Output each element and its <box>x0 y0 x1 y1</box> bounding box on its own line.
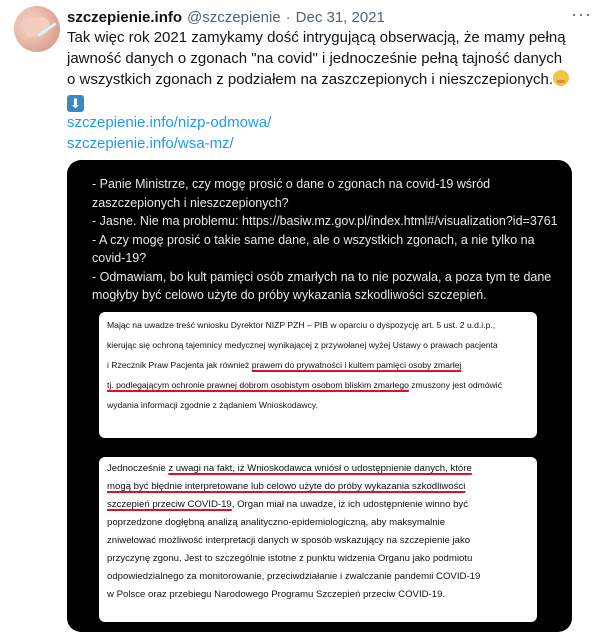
tweet-text-line <box>67 69 599 90</box>
document-excerpt-1 <box>99 312 537 438</box>
excerpt-line: Mając na uwadze treść wniosku Dyrektor NIZP PZH – PIB w oparciu o dyspozycję art. 5 ust. 2 u.d.i.p., <box>107 320 496 330</box>
dialog-line: - Jasne. Nie ma problemu: https://basiw.mz.gov.pl/index.html#/visualization?id=3761 <box>92 214 558 228</box>
more-icon[interactable]: ··· <box>571 4 592 24</box>
dialog-line: - Odmawiam, bo kult pamięci osób zmarłych na to nie pozwala, a poza tym te dane <box>92 269 552 284</box>
underlined-text: szczepień przeciw COVID-19 <box>107 499 232 510</box>
excerpt-text: i Rzecznik Praw Pacjenta jak również <box>107 360 252 370</box>
tweet-text-line <box>67 90 599 112</box>
document-excerpt-2 <box>99 457 537 622</box>
underlined-text: z uwagi na fakt, iż Wnioskodawca wniósł o udostępnienie danych, które <box>168 463 472 474</box>
link-wsa-mz[interactable]: szczepienie.info/wsa-mz/ <box>67 135 234 152</box>
link-nizp-odmowa[interactable]: szczepienie.info/nizp-odmowa/ <box>67 114 272 131</box>
excerpt-line: odpowiedzialnego za monitorowanie, przeciwdziałanie i zwalczanie pandemii COVID-19 <box>107 571 481 582</box>
tweet-date[interactable]: Dec 31, 2021 <box>295 8 385 26</box>
underlined-text: tj. podlegającym ochronie prawnej dobrom osobistym osobom bliskim zmarłego <box>107 380 409 390</box>
excerpt-text: , Organ miał na uwadze, iż ich udostępnienie winno być <box>231 499 469 510</box>
excerpt-line: poprzedzone dogłębną analizą analityczno-epidemiologiczną, aby maksymalnie <box>107 517 446 528</box>
excerpt-line: wydania informacji zgodnie z żądaniem Wnioskodawcy. <box>107 400 318 410</box>
dialog-line: covid-19? <box>92 251 147 265</box>
down-arrow-icon: ⬇ <box>67 95 84 112</box>
author-name[interactable]: szczepienie.info <box>67 8 183 26</box>
excerpt-text: zmuszony jest odmówić <box>408 380 503 390</box>
excerpt-line: przyczynę zgonu. Jest to szczególnie istotne z punktu widzenia Organu jako podmiotu <box>107 553 473 564</box>
dialog-line: - A czy mogę prosić o takie same dane, ale o wszystkich zgonach, a nie tylko na <box>92 232 535 247</box>
tweet-text-line: Tak więc rok 2021 zamykamy dość intrygującą obserwacją, że mamy pełną <box>67 29 566 46</box>
thinking-face-icon <box>553 70 569 86</box>
excerpt-line <box>107 496 529 514</box>
excerpt-line <box>107 460 529 478</box>
excerpt-text: Jednocześnie <box>107 463 169 474</box>
dialog-line: zaszczepionych i nieszczepionych? <box>92 195 289 210</box>
author-handle[interactable]: @szczepienie <box>187 8 281 26</box>
dialog-line: - Panie Ministrze, czy mogę prosić o dane o zgonach na covid-19 wśród <box>92 177 491 191</box>
dialog-text <box>92 175 562 305</box>
dot-separator: · <box>285 8 291 26</box>
tweet-media-image[interactable] <box>67 160 572 632</box>
excerpt-line: kierując się ochroną tajemnicy medycznej wynikającej z przywołanej wyżej Ustawy o prawach pacjenta <box>107 340 498 350</box>
excerpt-line: zniwelować możliwość interpretacji danych w sposób wskazujący na szczepienie jako <box>107 535 471 546</box>
tweet-text-line: jawność danych o zgonach "na covid" i jednocześnie pełną tajność danych <box>67 50 563 67</box>
dialog-line: mogłyby być celowo użyte do próby wykazania szkodliwości szczepień. <box>92 288 487 302</box>
avatar[interactable] <box>14 6 60 52</box>
excerpt-line: w Polsce oraz przebiegu Narodowego Programu Szczepień przeciw COVID-19. <box>107 589 446 600</box>
tweet-header <box>67 6 385 28</box>
excerpt-line <box>107 375 529 395</box>
tweet-text <box>67 27 599 154</box>
underlined-text: mogą być błędnie interpretowane lub celowo użyte do próby wykazania szkodliwości <box>107 481 466 492</box>
tweet-text-line-content: o wszystkich zgonach z podziałem na zaszczepionych i nieszczepionych. <box>67 71 554 88</box>
excerpt-line <box>107 355 529 375</box>
underlined-text: prawem do prywatności i kultem pamięci osoby zmarłej <box>251 360 462 370</box>
